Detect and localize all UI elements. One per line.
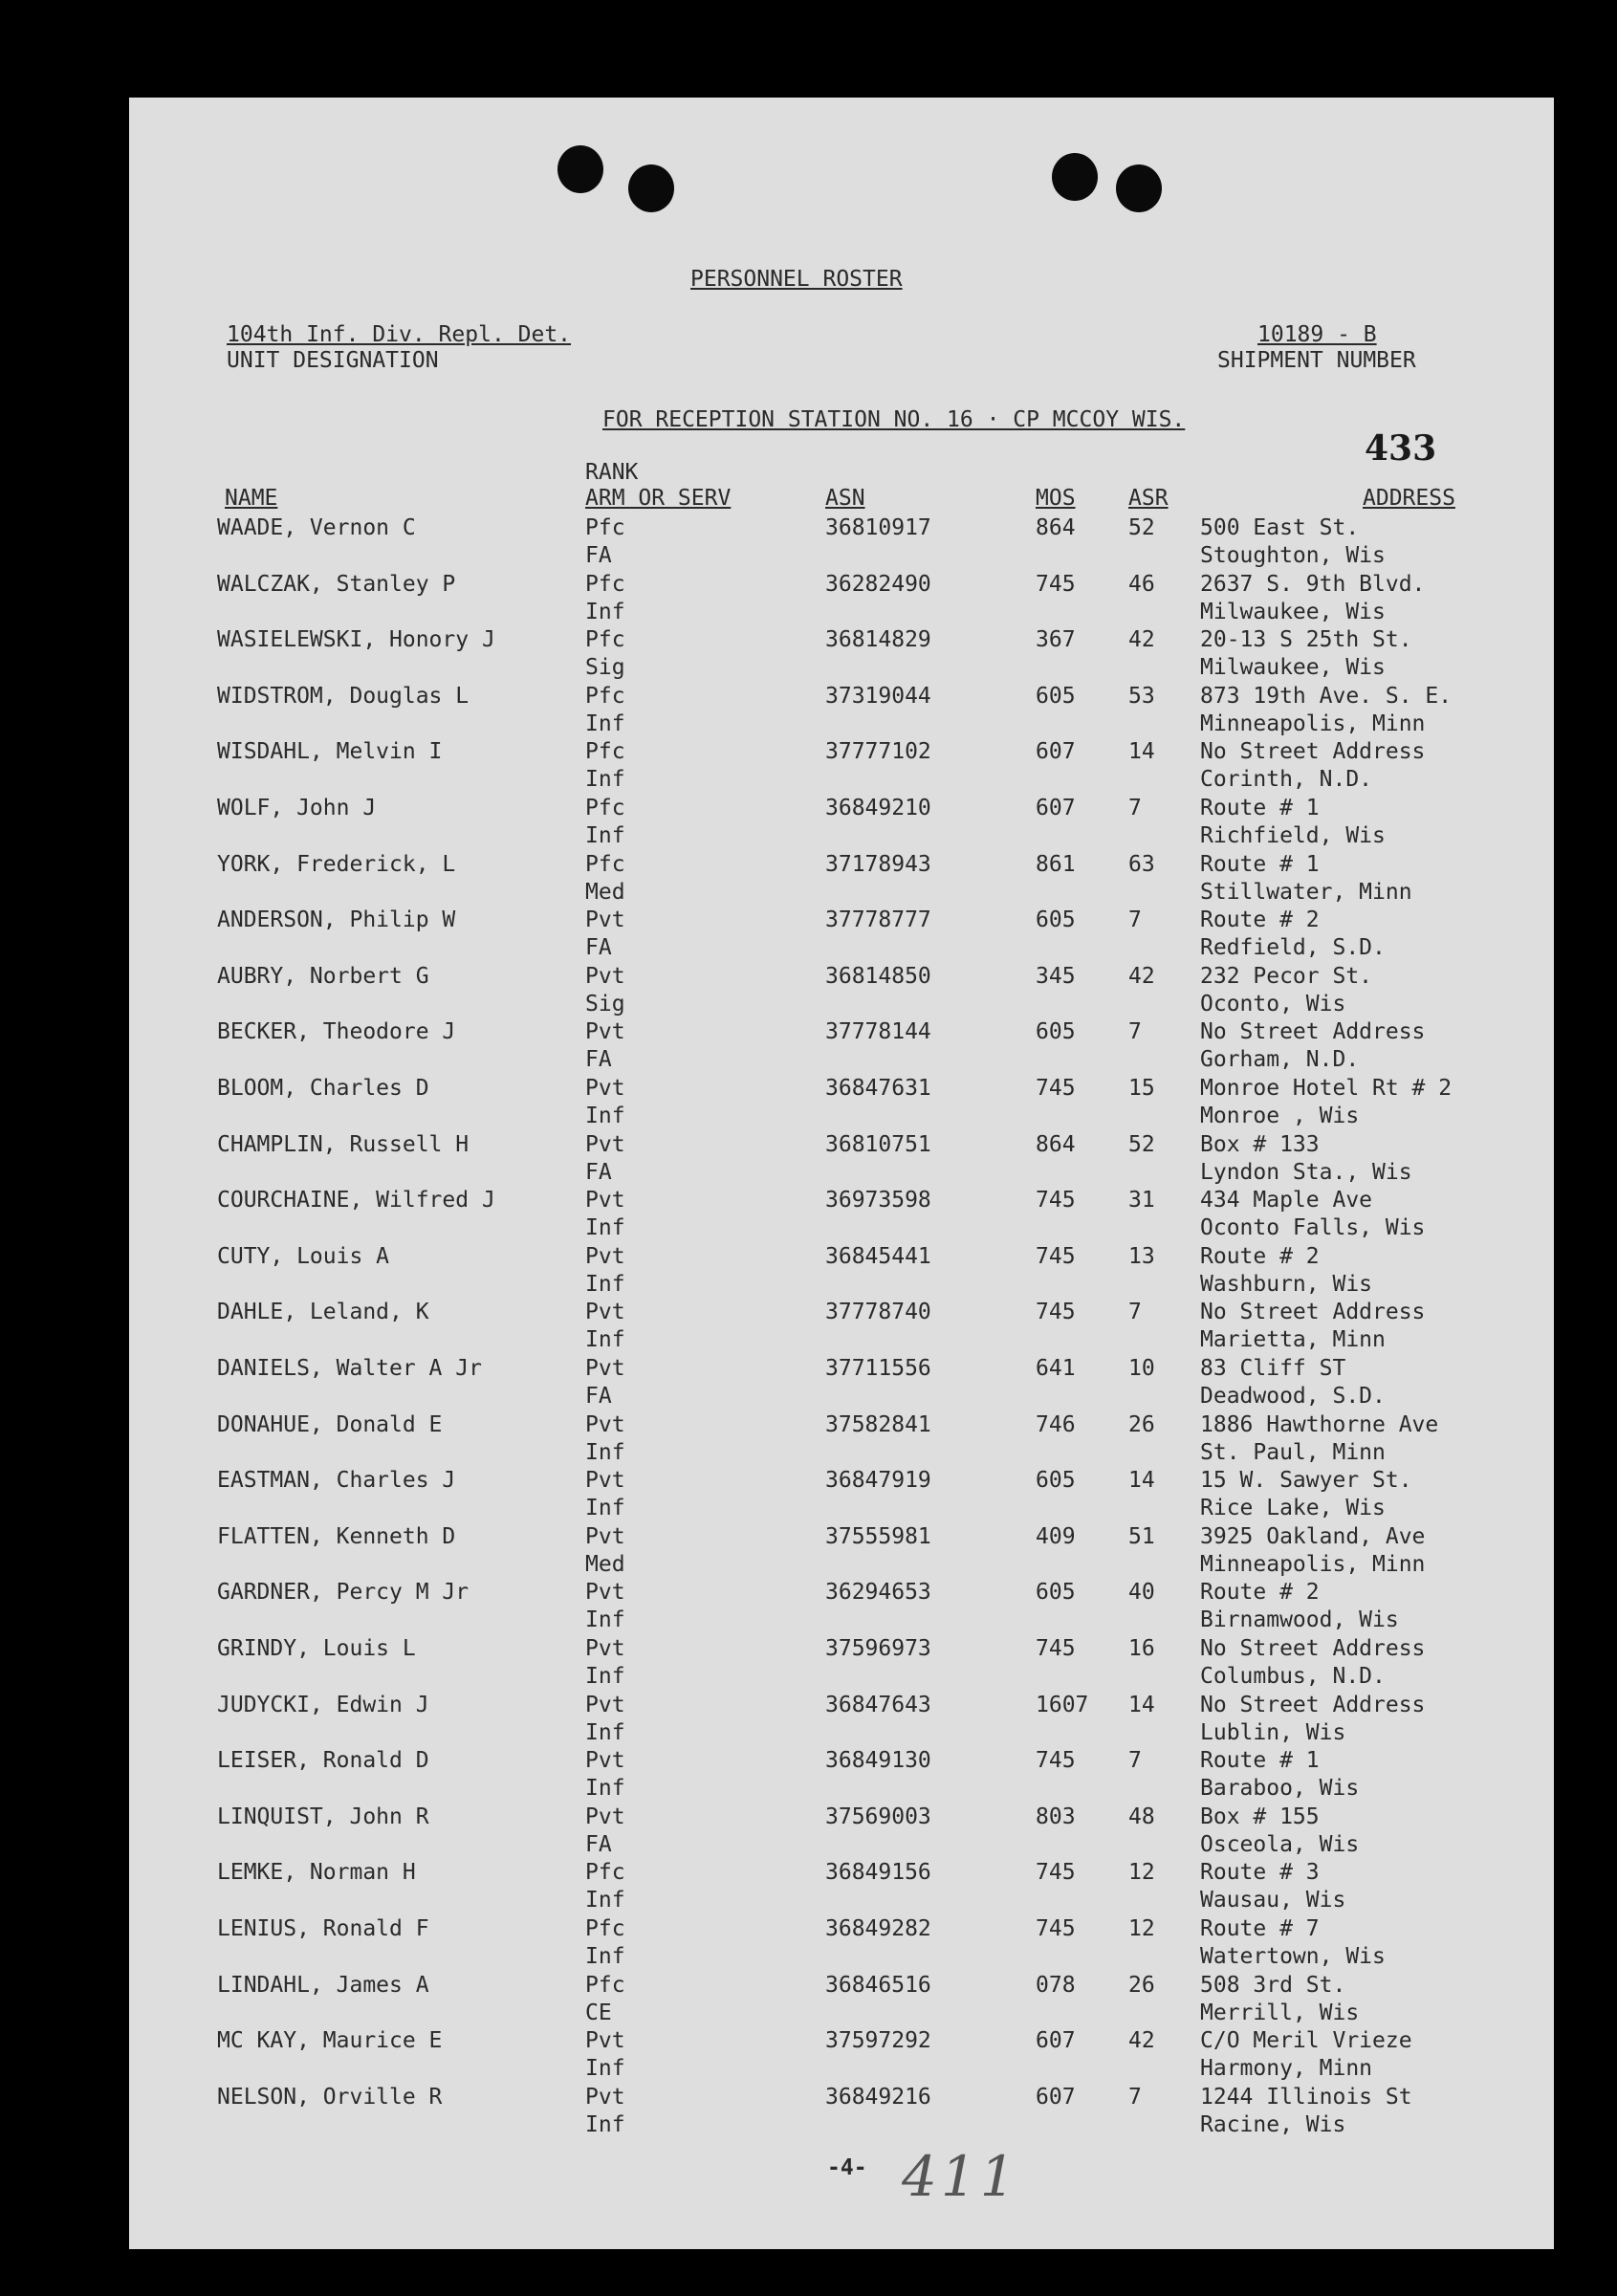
person-name: COURCHAINE, Wilfred J	[217, 1188, 495, 1213]
asr-score: 42	[1128, 627, 1155, 652]
rank: Pfc	[585, 684, 625, 709]
mos-code: 745	[1036, 1860, 1076, 1885]
arm-or-service: Inf	[585, 711, 625, 736]
person-name: GRINDY, Louis L	[217, 1636, 416, 1661]
address-line-2: Stoughton, Wis	[1200, 543, 1386, 568]
arm-or-service: Inf	[585, 1215, 625, 1240]
asr-score: 53	[1128, 684, 1155, 709]
person-name: ANDERSON, Philip W	[217, 907, 456, 932]
table-row	[129, 1635, 1554, 1691]
address-line-2: Minneapolis, Minn	[1200, 1552, 1426, 1577]
rank: Pvt	[585, 1076, 625, 1101]
address-line-2: Baraboo, Wis	[1200, 1776, 1360, 1801]
serial-number: 36282490	[825, 572, 931, 597]
arm-or-service: Inf	[585, 823, 625, 848]
asr-score: 52	[1128, 1132, 1155, 1157]
person-name: NELSON, Orville R	[217, 2085, 443, 2110]
arm-or-service: Inf	[585, 1104, 625, 1128]
address-line-2: Richfield, Wis	[1200, 823, 1386, 848]
serial-number: 36810917	[825, 515, 931, 540]
serial-number: 36849210	[825, 796, 931, 820]
table-row	[129, 795, 1554, 850]
handwritten-number: 411	[902, 2144, 1019, 2209]
address-line-1: Monroe Hotel Rt # 2	[1200, 1076, 1453, 1101]
rank: Pfc	[585, 1860, 625, 1885]
serial-number: 37178943	[825, 852, 931, 877]
punch-hole	[628, 164, 674, 212]
address-line-1: Box # 155	[1200, 1804, 1320, 1829]
serial-number: 36973598	[825, 1188, 931, 1213]
table-row	[129, 571, 1554, 626]
address-line-1: 1886 Hawthorne Ave	[1200, 1412, 1439, 1437]
person-name: BECKER, Theodore J	[217, 1019, 456, 1044]
mos-code: 607	[1036, 2085, 1076, 2110]
mos-code: 605	[1036, 1468, 1076, 1493]
table-row	[129, 683, 1554, 738]
person-name: FLATTEN, Kenneth D	[217, 1524, 456, 1549]
table-row	[129, 2027, 1554, 2083]
address-line-1: 508 3rd St.	[1200, 1973, 1346, 1998]
asr-score: 12	[1128, 1860, 1155, 1885]
punch-hole	[1052, 153, 1098, 201]
rank: Pvt	[585, 2028, 625, 2053]
rank: Pfc	[585, 739, 625, 764]
table-row	[129, 626, 1554, 682]
asr-score: 7	[1128, 2085, 1142, 2110]
address-line-2: Lublin, Wis	[1200, 1720, 1346, 1745]
arm-or-service: FA	[585, 543, 612, 568]
person-name: LENIUS, Ronald F	[217, 1916, 429, 1941]
serial-number: 36845441	[825, 1244, 931, 1269]
person-name: CHAMPLIN, Russell H	[217, 1132, 470, 1157]
serial-number: 36810751	[825, 1132, 931, 1157]
address-line-2: Marietta, Minn	[1200, 1327, 1386, 1352]
arm-or-service: Inf	[585, 767, 625, 792]
arm-or-service: FA	[585, 935, 612, 960]
mos-code: 745	[1036, 1076, 1076, 1101]
col-header-asn: ASN	[825, 486, 865, 511]
col-header-name: NAME	[225, 486, 278, 511]
address-line-2: Merrill, Wis	[1200, 2001, 1360, 2025]
serial-number: 36847631	[825, 1076, 931, 1101]
address-line-2: Birnamwood, Wis	[1200, 1607, 1399, 1632]
serial-number: 36847919	[825, 1468, 931, 1493]
asr-score: 40	[1128, 1580, 1155, 1605]
asr-score: 7	[1128, 907, 1142, 932]
arm-or-service: Inf	[585, 2056, 625, 2081]
mos-code: 607	[1036, 739, 1076, 764]
table-row	[129, 1131, 1554, 1187]
table-row	[129, 1859, 1554, 1914]
table-row	[129, 963, 1554, 1018]
table-row	[129, 1299, 1554, 1354]
mos-code: 1607	[1036, 1693, 1089, 1717]
asr-score: 52	[1128, 515, 1155, 540]
serial-number: 37777102	[825, 739, 931, 764]
arm-or-service: Sig	[585, 655, 625, 680]
mos-code: 605	[1036, 907, 1076, 932]
rank: Pvt	[585, 2085, 625, 2110]
table-row	[129, 1355, 1554, 1410]
asr-score: 51	[1128, 1524, 1155, 1549]
person-name: CUTY, Louis A	[217, 1244, 390, 1269]
serial-number: 36814850	[825, 964, 931, 989]
address-line-1: Box # 133	[1200, 1132, 1320, 1157]
col-header-mos: MOS	[1036, 486, 1076, 511]
punch-hole	[1116, 164, 1162, 212]
asr-score: 63	[1128, 852, 1155, 877]
mos-code: 745	[1036, 1916, 1076, 1941]
address-line-1: Route # 2	[1200, 907, 1320, 932]
asr-score: 7	[1128, 796, 1142, 820]
table-row	[129, 1018, 1554, 1074]
serial-number: 37596973	[825, 1636, 931, 1661]
address-line-2: Columbus, N.D.	[1200, 1664, 1386, 1689]
serial-number: 37582841	[825, 1412, 931, 1437]
rank: Pvt	[585, 964, 625, 989]
arm-or-service: Inf	[585, 1944, 625, 1969]
arm-or-service: Inf	[585, 1272, 625, 1297]
asr-score: 7	[1128, 1019, 1142, 1044]
address-line-1: No Street Address	[1200, 1300, 1426, 1324]
person-name: YORK, Frederick, L	[217, 852, 456, 877]
address-line-2: Racine, Wis	[1200, 2112, 1346, 2137]
mos-code: 803	[1036, 1804, 1076, 1829]
person-name: WASIELEWSKI, Honory J	[217, 627, 495, 652]
serial-number: 37597292	[825, 2028, 931, 2053]
mos-code: 367	[1036, 627, 1076, 652]
mos-code: 745	[1036, 1244, 1076, 1269]
asr-score: 16	[1128, 1636, 1155, 1661]
mos-code: 078	[1036, 1973, 1076, 1998]
mos-code: 409	[1036, 1524, 1076, 1549]
col-header-arm: ARM OR SERV	[585, 486, 732, 511]
person-name: LEISER, Ronald D	[217, 1748, 429, 1773]
rank: Pfc	[585, 852, 625, 877]
person-name: DANIELS, Walter A Jr	[217, 1356, 482, 1381]
address-line-2: Washburn, Wis	[1200, 1272, 1373, 1297]
serial-number: 36849216	[825, 2085, 931, 2110]
rank: Pfc	[585, 1916, 625, 1941]
arm-or-service: Inf	[585, 1607, 625, 1632]
address-line-1: 500 East St.	[1200, 515, 1360, 540]
address-line-1: C/O Meril Vrieze	[1200, 2028, 1412, 2053]
address-line-1: 232 Pecor St.	[1200, 964, 1373, 989]
mos-code: 861	[1036, 852, 1076, 877]
address-line-1: No Street Address	[1200, 739, 1426, 764]
rank: Pvt	[585, 1412, 625, 1437]
serial-number: 36846516	[825, 1973, 931, 1998]
rank: Pvt	[585, 1188, 625, 1213]
address-line-1: 1244 Illinois St	[1200, 2085, 1412, 2110]
mos-code: 745	[1036, 1300, 1076, 1324]
arm-or-service: Inf	[585, 1776, 625, 1801]
address-line-2: Harmony, Minn	[1200, 2056, 1373, 2081]
arm-or-service: FA	[585, 1384, 612, 1409]
rank: Pvt	[585, 907, 625, 932]
rank: Pvt	[585, 1524, 625, 1549]
table-row	[129, 1411, 1554, 1467]
arm-or-service: Med	[585, 880, 625, 905]
person-name: MC KAY, Maurice E	[217, 2028, 443, 2053]
address-line-1: Route # 1	[1200, 852, 1320, 877]
person-name: WIDSTROM, Douglas L	[217, 684, 470, 709]
mos-code: 345	[1036, 964, 1076, 989]
col-header-rank: RANK	[585, 460, 639, 485]
person-name: BLOOM, Charles D	[217, 1076, 429, 1101]
page-title: PERSONNEL ROSTER	[690, 267, 903, 292]
serial-number: 36849156	[825, 1860, 931, 1885]
address-line-1: Route # 2	[1200, 1580, 1320, 1605]
address-line-1: No Street Address	[1200, 1636, 1426, 1661]
mos-code: 746	[1036, 1412, 1076, 1437]
person-name: WALCZAK, Stanley P	[217, 572, 456, 597]
arm-or-service: Inf	[585, 600, 625, 624]
table-row	[129, 1467, 1554, 1522]
table-row	[129, 738, 1554, 794]
serial-number: 37569003	[825, 1804, 931, 1829]
serial-number: 37778740	[825, 1300, 931, 1324]
mos-code: 745	[1036, 1188, 1076, 1213]
serial-number: 36849130	[825, 1748, 931, 1773]
reception-station: FOR RECEPTION STATION NO. 16 · CP MCCOY WIS.	[602, 407, 1186, 432]
person-name: LINDAHL, James A	[217, 1973, 429, 1998]
address-line-1: 2637 S. 9th Blvd.	[1200, 572, 1426, 597]
address-line-2: St. Paul, Minn	[1200, 1440, 1386, 1465]
shipment-number-value: 10189 - B	[1257, 322, 1377, 347]
rank: Pfc	[585, 1973, 625, 1998]
serial-number: 37555981	[825, 1524, 931, 1549]
arm-or-service: Inf	[585, 2112, 625, 2137]
address-line-1: 873 19th Ave. S. E.	[1200, 684, 1453, 709]
rank: Pvt	[585, 1693, 625, 1717]
address-line-2: Rice Lake, Wis	[1200, 1496, 1386, 1520]
person-name: WOLF, John J	[217, 796, 377, 820]
mos-code: 864	[1036, 515, 1076, 540]
rank: Pfc	[585, 796, 625, 820]
address-line-2: Milwaukee, Wis	[1200, 655, 1386, 680]
asr-score: 15	[1128, 1076, 1155, 1101]
asr-score: 14	[1128, 1468, 1155, 1493]
asr-score: 48	[1128, 1804, 1155, 1829]
table-row	[129, 1972, 1554, 2027]
serial-number: 36849282	[825, 1916, 931, 1941]
rank: Pvt	[585, 1804, 625, 1829]
mos-code: 607	[1036, 796, 1076, 820]
shipment-number-label: SHIPMENT NUMBER	[1217, 348, 1416, 373]
asr-score: 14	[1128, 1693, 1155, 1717]
unit-designation-label: UNIT DESIGNATION	[227, 348, 439, 373]
rank: Pvt	[585, 1468, 625, 1493]
rank: Pvt	[585, 1019, 625, 1044]
table-row	[129, 1804, 1554, 1859]
person-name: WAADE, Vernon C	[217, 515, 416, 540]
address-line-2: Wausau, Wis	[1200, 1888, 1346, 1913]
punch-hole	[557, 145, 603, 193]
address-line-2: Oconto, Wis	[1200, 992, 1346, 1017]
table-row	[129, 1523, 1554, 1579]
mos-code: 605	[1036, 1019, 1076, 1044]
asr-score: 10	[1128, 1356, 1155, 1381]
table-row	[129, 1915, 1554, 1971]
rank: Pfc	[585, 515, 625, 540]
table-row	[129, 1187, 1554, 1242]
address-line-2: Minneapolis, Minn	[1200, 711, 1426, 736]
serial-number: 36294653	[825, 1580, 931, 1605]
person-name: LINQUIST, John R	[217, 1804, 429, 1829]
table-row	[129, 1747, 1554, 1803]
rank: Pvt	[585, 1244, 625, 1269]
table-row	[129, 907, 1554, 962]
address-line-2: Oconto Falls, Wis	[1200, 1215, 1426, 1240]
arm-or-service: Inf	[585, 1664, 625, 1689]
address-line-1: 3925 Oakland, Ave	[1200, 1524, 1426, 1549]
serial-number: 37319044	[825, 684, 931, 709]
asr-score: 42	[1128, 964, 1155, 989]
arm-or-service: FA	[585, 1832, 612, 1857]
arm-or-service: Inf	[585, 1888, 625, 1913]
asr-score: 26	[1128, 1973, 1155, 1998]
page-stamp: 433	[1365, 428, 1437, 469]
table-row	[129, 1243, 1554, 1299]
address-line-1: Route # 1	[1200, 1748, 1320, 1773]
mos-code: 745	[1036, 1636, 1076, 1661]
rank: Pvt	[585, 1300, 625, 1324]
arm-or-service: Inf	[585, 1496, 625, 1520]
table-row	[129, 1579, 1554, 1634]
arm-or-service: CE	[585, 2001, 612, 2025]
roster-page	[129, 98, 1554, 2249]
arm-or-service: Inf	[585, 1440, 625, 1465]
person-name: DONAHUE, Donald E	[217, 1412, 443, 1437]
table-row	[129, 2084, 1554, 2139]
address-line-2: Monroe , Wis	[1200, 1104, 1360, 1128]
person-name: GARDNER, Percy M Jr	[217, 1580, 470, 1605]
mos-code: 605	[1036, 1580, 1076, 1605]
address-line-2: Redfield, S.D.	[1200, 935, 1386, 960]
rank: Pvt	[585, 1636, 625, 1661]
address-line-1: 83 Cliff ST	[1200, 1356, 1346, 1381]
mos-code: 745	[1036, 1748, 1076, 1773]
address-line-1: Route # 1	[1200, 796, 1320, 820]
address-line-1: No Street Address	[1200, 1693, 1426, 1717]
asr-score: 26	[1128, 1412, 1155, 1437]
address-line-1: Route # 2	[1200, 1244, 1320, 1269]
address-line-1: 434 Maple Ave	[1200, 1188, 1373, 1213]
mos-code: 864	[1036, 1132, 1076, 1157]
asr-score: 42	[1128, 2028, 1155, 2053]
person-name: WISDAHL, Melvin I	[217, 739, 443, 764]
rank: Pvt	[585, 1580, 625, 1605]
address-line-1: Route # 3	[1200, 1860, 1320, 1885]
arm-or-service: Sig	[585, 992, 625, 1017]
serial-number: 37778777	[825, 907, 931, 932]
serial-number: 36847643	[825, 1693, 931, 1717]
address-line-2: Lyndon Sta., Wis	[1200, 1160, 1412, 1185]
asr-score: 13	[1128, 1244, 1155, 1269]
serial-number: 37778144	[825, 1019, 931, 1044]
asr-score: 7	[1128, 1748, 1142, 1773]
arm-or-service: Med	[585, 1552, 625, 1577]
table-row	[129, 514, 1554, 570]
rank: Pfc	[585, 572, 625, 597]
arm-or-service: Inf	[585, 1720, 625, 1745]
address-line-1: 15 W. Sawyer St.	[1200, 1468, 1412, 1493]
person-name: AUBRY, Norbert G	[217, 964, 429, 989]
rank: Pvt	[585, 1132, 625, 1157]
mos-code: 607	[1036, 2028, 1076, 2053]
page-number: -4-	[827, 2155, 867, 2180]
rank: Pvt	[585, 1356, 625, 1381]
asr-score: 31	[1128, 1188, 1155, 1213]
serial-number: 36814829	[825, 627, 931, 652]
mos-code: 641	[1036, 1356, 1076, 1381]
arm-or-service: FA	[585, 1160, 612, 1185]
address-line-1: No Street Address	[1200, 1019, 1426, 1044]
person-name: JUDYCKI, Edwin J	[217, 1693, 429, 1717]
rank: Pvt	[585, 1748, 625, 1773]
asr-score: 14	[1128, 739, 1155, 764]
address-line-1: Route # 7	[1200, 1916, 1320, 1941]
arm-or-service: FA	[585, 1047, 612, 1072]
rank: Pfc	[585, 627, 625, 652]
address-line-2: Deadwood, S.D.	[1200, 1384, 1386, 1409]
asr-score: 7	[1128, 1300, 1142, 1324]
table-row	[129, 1075, 1554, 1130]
address-line-2: Gorham, N.D.	[1200, 1047, 1360, 1072]
asr-score: 46	[1128, 572, 1155, 597]
address-line-1: 20-13 S 25th St.	[1200, 627, 1412, 652]
address-line-2: Osceola, Wis	[1200, 1832, 1360, 1857]
address-line-2: Stillwater, Minn	[1200, 880, 1412, 905]
table-row	[129, 851, 1554, 907]
person-name: DAHLE, Leland, K	[217, 1300, 429, 1324]
address-line-2: Milwaukee, Wis	[1200, 600, 1386, 624]
address-line-2: Watertown, Wis	[1200, 1944, 1386, 1969]
person-name: EASTMAN, Charles J	[217, 1468, 456, 1493]
col-header-address: ADDRESS	[1363, 486, 1455, 511]
address-line-2: Corinth, N.D.	[1200, 767, 1373, 792]
asr-score: 12	[1128, 1916, 1155, 1941]
col-header-asr: ASR	[1128, 486, 1169, 511]
unit-designation-value: 104th Inf. Div. Repl. Det.	[227, 322, 572, 347]
person-name: LEMKE, Norman H	[217, 1860, 416, 1885]
mos-code: 605	[1036, 684, 1076, 709]
table-row	[129, 1692, 1554, 1747]
serial-number: 37711556	[825, 1356, 931, 1381]
arm-or-service: Inf	[585, 1327, 625, 1352]
mos-code: 745	[1036, 572, 1076, 597]
